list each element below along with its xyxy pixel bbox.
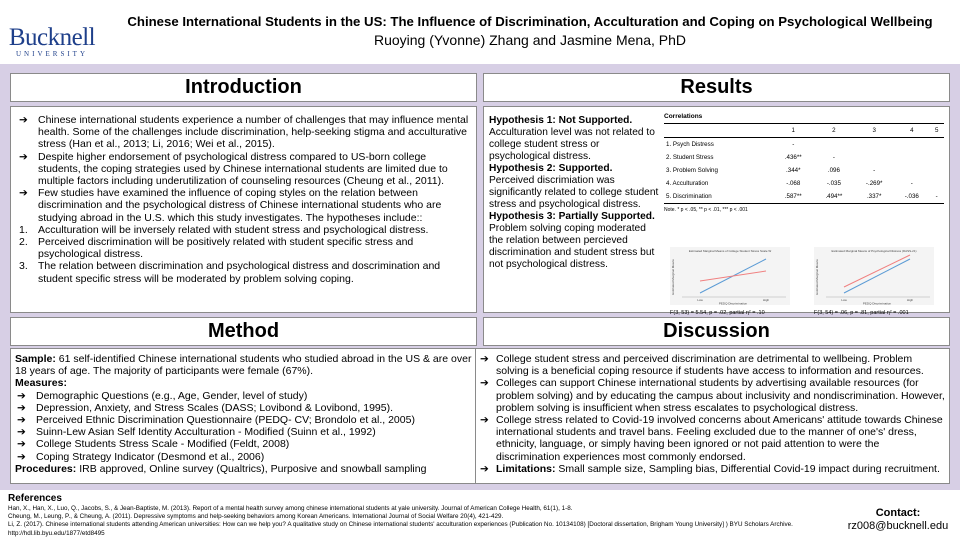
- reference-item: Li, Z. (2017). Chinese international students attending American universities: How can we help you? A qualitative study on Chinese international students' acculturation experiences (Publication No. 10134108) [Doctoral dissertation, Brigham Young University] ) BYU Scholars Archive. http://hdl.lib.byu.edu/1877/etd8495: [8, 521, 793, 537]
- arrow-icon: ➔: [480, 353, 489, 365]
- introduction-bullets: [17, 114, 470, 224]
- procedures-paragraph: Procedures: IRB approved, Online survey (Qualtrics), Purposive and snowball sampling: [15, 462, 427, 475]
- plot1-statistic: F(3, 53) = 5.54, p = .02, partial η² = .10: [670, 310, 765, 316]
- measures-list: [15, 390, 472, 463]
- arrow-icon: ➔: [17, 389, 26, 402]
- contact-block: [836, 507, 960, 533]
- table-header-row: 1 2 3 4 5: [664, 124, 944, 138]
- list-item: ➔ Limitations: Small sample size, Sampling bias, Differential Covid-19 impact during recruitment.: [480, 462, 940, 475]
- measures-label: Measures:: [15, 377, 67, 390]
- correlation-table: [664, 123, 944, 204]
- interaction-plot-distress: [814, 247, 934, 305]
- list-item: 1. Acculturation will be inversely related with student stress and psychological distress.: [19, 223, 429, 236]
- plot-background: [814, 247, 934, 305]
- arrow-icon: ➔: [17, 426, 26, 439]
- list-item: ➔ Colleges can support Chinese international students by advertising available resources (for problem solving) and by educating the campus about inclusivity and nondiscrimination. However, problem solving is insufficient when stress escalates to psychological distress.: [480, 377, 945, 414]
- list-item: ➔ Perceived Ethnic Discrimination Questionnaire (PEDQ- CV; Brondolo et al., 2005): [17, 414, 415, 427]
- list-item: ➔ Depression, Anxiety, and Stress Scales (DASS; Lovibond & Lovibond, 1995).: [17, 401, 394, 414]
- h3-text: Problem solving coping moderated the relation between percieved discrimination and student stress but not psychological distress.: [489, 223, 655, 270]
- table-row: 5. Discrimination .587** .494** .337* -.036 -: [664, 190, 944, 204]
- h2-text: Perceived discrimiation was significantly related to college student stress and psychological distress.: [489, 175, 659, 210]
- references-section: [8, 493, 828, 538]
- list-item: ➔ Demographic Questions (e.g., Age, Gender, level of study): [17, 389, 308, 402]
- list-item: ➔ Coping Strategy Indicator (Desmond et al., 2006): [17, 450, 265, 463]
- plot2-statistic: F(3, 54) = .06, p = .81, partial η² = .001: [814, 310, 909, 316]
- arrow-icon: ➔: [480, 462, 489, 475]
- introduction-panel: [10, 106, 477, 313]
- x-tick-label: Low: [841, 298, 847, 302]
- table-title: Correlations: [664, 113, 703, 120]
- arrow-icon: ➔: [480, 377, 489, 390]
- arrow-icon: ➔: [17, 414, 26, 427]
- references-heading: References: [8, 493, 62, 504]
- poster-title: Chinese International Students in the US: The Influence of Discrimination, Acculturation and Coping on Psychological Wellbeing: [127, 14, 933, 29]
- table-note: Note. * p < .05, ** p < .01, *** p < .001: [664, 207, 748, 214]
- results-heading: Results: [483, 73, 950, 102]
- list-item: ➔ Few studies have examined the influence of coping styles on the relation between discrimination and the psychological distress of Chinese international students who are studying abroad in the U.S. which this study investigates. The hypotheses include::: [19, 187, 442, 224]
- sample-paragraph: Sample: 61 self-identified Chinese international students who studied abroad in the US & are over 18 years of age. The majority of participants were female (67%).: [15, 353, 472, 378]
- correlation-table-block: [664, 111, 944, 216]
- table-row: 4. Acculturation -.068 -.035 -.269* -: [666, 179, 913, 187]
- poster-authors: Ruoying (Yvonne) Zhang and Jasmine Mena, PhD: [373, 32, 687, 48]
- contact-email[interactable]: rz008@bucknell.edu: [847, 520, 949, 532]
- list-item: 2. Perceived discrimination will be positively related with student specific stress and psychological distress.: [19, 236, 414, 261]
- hypotheses-list: [17, 224, 470, 285]
- logo-subtitle: UNIVERSITY: [16, 50, 88, 58]
- introduction-heading: Introduction: [10, 73, 477, 102]
- arrow-icon: ➔: [17, 438, 26, 451]
- list-item: 3. The relation between discrimination and psychological distress and doscrimination and student specific stress will be moderated by problem solving coping.: [19, 260, 441, 285]
- bucknell-logo: [8, 26, 96, 58]
- discussion-heading: Discussion: [483, 317, 950, 346]
- results-panel: [483, 106, 950, 316]
- logo-wordmark: Bucknell: [8, 24, 96, 51]
- arrow-icon: ➔: [19, 150, 28, 163]
- h3-title: Hypothesis 3: Partially Supported.: [489, 211, 655, 222]
- poster-header: [0, 0, 960, 64]
- table-row: 1. Psych Distress -: [666, 140, 795, 148]
- reference-item: Cheung, M., Leung, P., & Cheung, A. (2011). Depressive symptoms and help-seeking behaviors among Korean Americans. International Journal of Social Welfare 20(4), 421-429.: [8, 513, 504, 521]
- h1-text: Acculturation level was not related to college student stress or psychological distress.: [489, 127, 655, 162]
- method-heading: Method: [10, 317, 477, 346]
- table-row: 2. Student Stress .436** -: [666, 153, 835, 161]
- h1-title: Hypothesis 1: Not Supported.: [489, 115, 633, 126]
- plot-title: Estimated Marginal Means of College Student Stress Scale W: [688, 249, 772, 253]
- hypotheses-results: [489, 115, 659, 271]
- arrow-icon: ➔: [19, 114, 28, 126]
- plot-ylabel: Estimated Marginal Means: [815, 259, 819, 295]
- plot-xlabel: PEDQ Discrimination: [862, 301, 892, 305]
- arrow-icon: ➔: [19, 187, 28, 200]
- interaction-plot-stress: [670, 247, 790, 305]
- list-item: ➔ College stress related to Covid-19 involved concerns about Americans' attitude towards Chinese international students and travel bans. Feeling excluded due to the manner of one's' dress, ethnicity, language, or simply having been ignored or not paid attention to were the discrimination experiences most commonly endorsed.: [480, 414, 943, 463]
- list-item: ➔ College student stress and perceived discrimination are detrimental to wellbeing. Problem solving is a beneficial coping resource if students have access to information and resources.: [480, 353, 924, 378]
- contact-label: Contact:: [875, 507, 921, 519]
- plot-ylabel: Estimated Marginal Means: [671, 259, 675, 295]
- arrow-icon: ➔: [480, 414, 489, 427]
- list-item: ➔ Despite higher endorsement of psychological distress compared to US-born college students, the coping strategies used by Chinese international students are limited due to multiple factors including underutilization of counseling resources (Cheung et al., 2011).: [19, 150, 448, 188]
- plot-title: Estimated Marginal Means of Psychological Distress (DASS-21): [831, 249, 917, 253]
- x-tick-label: Low: [697, 298, 703, 302]
- reference-item: Han, X., Han, X., Luo, Q., Jacobs, S., & Jean-Baptiste, M. (2013). Report of a mental health survey among chinese international students at yale university. Journal of American College Health, 61(1), 1-8.: [8, 505, 573, 512]
- plot-xlabel: PEDQ Discrimination: [718, 301, 748, 305]
- arrow-icon: ➔: [17, 450, 26, 463]
- x-tick-label: High: [762, 298, 770, 302]
- method-panel: [10, 348, 477, 484]
- arrow-icon: ➔: [17, 401, 26, 414]
- x-tick-label: High: [906, 298, 914, 302]
- list-item: ➔ Suinn-Lew Asian Self Identity Acculturation - Modified (Suinn et al., 1992): [17, 426, 376, 439]
- discussion-panel: [475, 348, 950, 484]
- list-item: ➔ Chinese international students experience a number of challenges that may influence mental health. Some of the challenges include discrimination, help-seeking stigma and acculturative stress (Han et al., 2013; Li, 2016; Wei et al., 2015).: [19, 114, 469, 151]
- table-row: 3. Problem Solving .344* .096 -: [666, 166, 876, 174]
- discussion-bullets: [480, 353, 945, 475]
- list-item: ➔ College Students Stress Scale - Modified (Feldt, 2008): [17, 438, 290, 451]
- h2-title: Hypothesis 2: Supported.: [489, 163, 613, 174]
